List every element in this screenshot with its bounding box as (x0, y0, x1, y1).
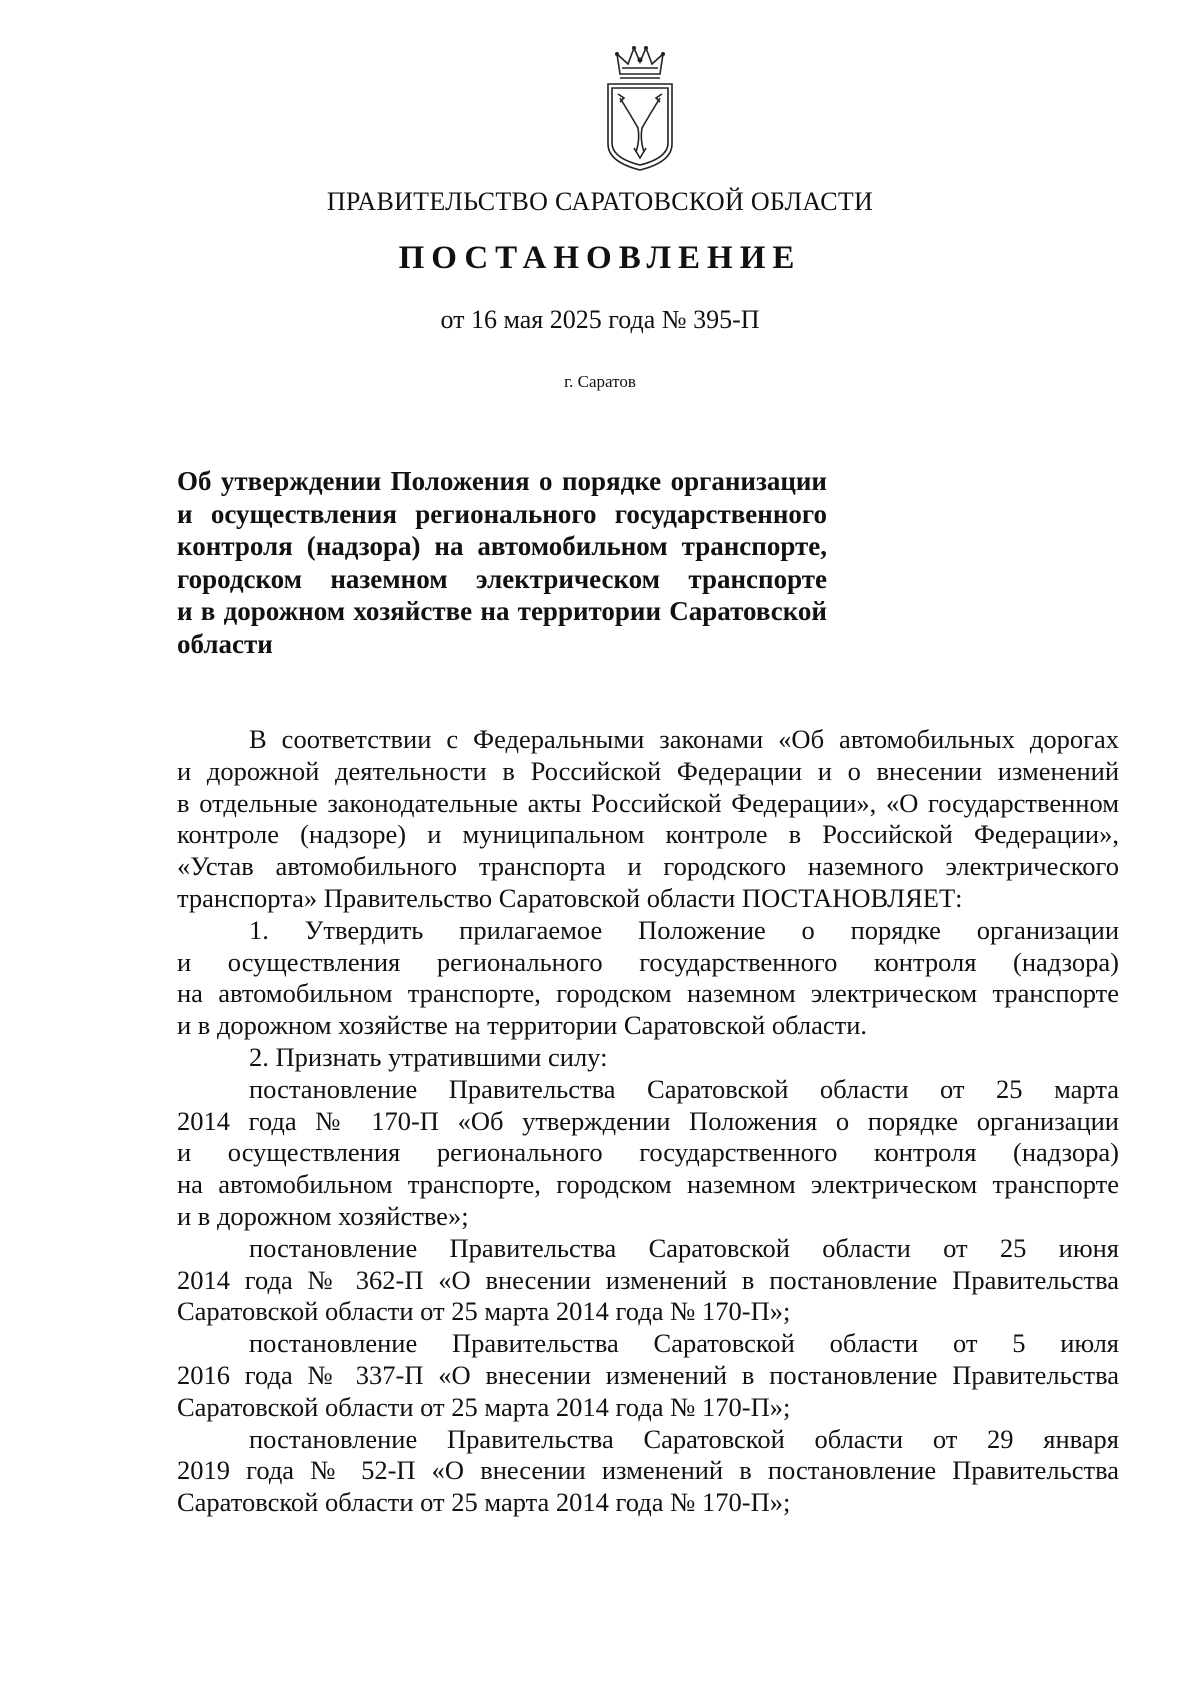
body-line: 2. Признать утратившими силу: (249, 1041, 608, 1072)
document-type: ПОСТАНОВЛЕНИЕ (398, 240, 802, 276)
body-line: «Устав автомобильного транспорта и городского наземного электрического (177, 851, 1119, 882)
subject-line: городском наземном электрическом транспорте (177, 563, 827, 594)
subject-line: Об утверждении Положения о порядке организации (177, 466, 827, 496)
document-date-number: от 16 мая 2025 года № 395-П (440, 305, 760, 334)
body-line: на автомобильном транспорте, городском наземном электрическом транспорте (177, 1169, 1119, 1200)
body-line: и дорожной деятельности в Российской Федерации и о внесении изменений (177, 755, 1119, 786)
body-line: и в дорожном хозяйстве на территории Саратовской области. (177, 1010, 868, 1041)
body-line: постановление Правительства Саратовской области от 25 июня (249, 1232, 1119, 1263)
body-line: 2014 года № 362-П «О внесении изменений в постановление Правительства (177, 1264, 1119, 1295)
body-line: транспорта» Правительство Саратовской области ПОСТАНОВЛЯЕТ: (177, 882, 963, 913)
subject-line: и в дорожном хозяйстве на территории Саратовской (177, 596, 827, 626)
body-line: Саратовской области от 25 марта 2014 года № 170-П»; (177, 1487, 791, 1518)
subject-line: и осуществления регионального государственного (177, 498, 827, 529)
body-line: на автомобильном транспорте, городском наземном электрическом транспорте (177, 978, 1119, 1009)
body-line: и в дорожном хозяйстве»; (177, 1200, 469, 1231)
government-name: ПРАВИТЕЛЬСТВО САРАТОВСКОЙ ОБЛАСТИ (326, 187, 874, 216)
body-line: Саратовской области от 25 марта 2014 года № 170-П»; (177, 1296, 791, 1327)
body-line: постановление Правительства Саратовской области от 25 марта (249, 1073, 1119, 1104)
body-line: Саратовской области от 25 марта 2014 года № 170-П»; (177, 1391, 791, 1422)
body-line: в отдельные законодательные акты Российской Федерации», «О государственном (177, 787, 1119, 818)
body-line: 2016 года № 337-П «О внесении изменений в постановление Правительства (177, 1359, 1119, 1390)
subject-line: области (177, 628, 273, 659)
body-line: постановление Правительства Саратовской области от 29 января (249, 1423, 1119, 1454)
body-line: 2019 года № 52-П «О внесении изменений в постановление Правительства (177, 1455, 1119, 1486)
document-city: г. Саратов (564, 372, 636, 391)
body-line: и осуществления регионального государственного контроля (надзора) (177, 946, 1119, 977)
body-line: 2014 года № 170-П «Об утверждении Положения о порядке организации (177, 1105, 1119, 1136)
coat-of-arms-icon (600, 44, 680, 174)
document-subject (177, 465, 827, 660)
body-line: В соответствии с Федеральными законами «Об автомобильных дорогах (249, 724, 1119, 754)
body-line: контроле (надзоре) и муниципальном контроле в Российской Федерации», (177, 819, 1119, 850)
body-line: постановление Правительства Саратовской области от 5 июля (249, 1328, 1119, 1359)
document-body (177, 724, 1119, 1519)
body-line: и осуществления регионального государственного контроля (надзора) (177, 1137, 1119, 1168)
body-line: 1. Утвердить прилагаемое Положение о порядке организации (249, 914, 1119, 945)
subject-line: контроля (надзора) на автомобильном транспорте, (177, 531, 827, 561)
